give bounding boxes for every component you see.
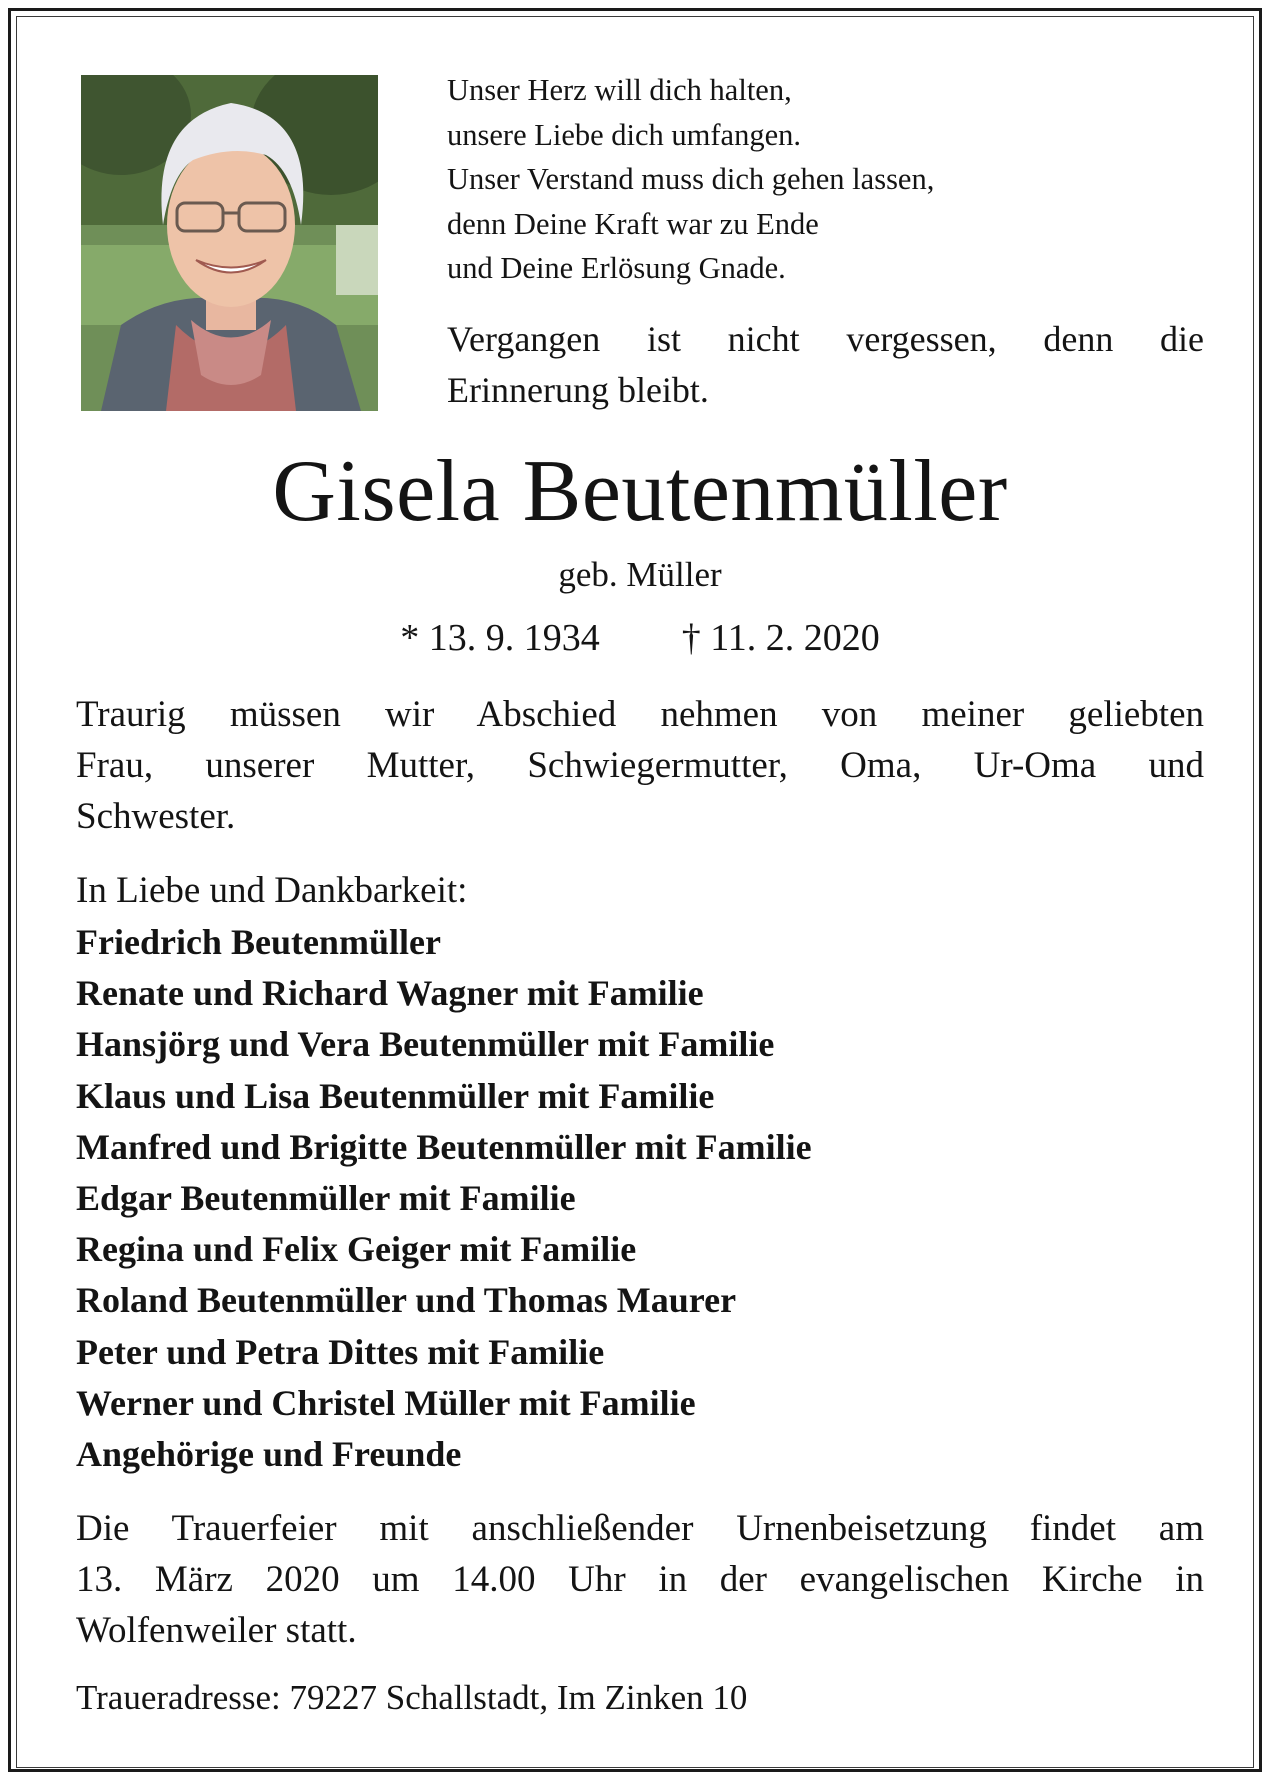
mourners-list [76,917,1204,1480]
mourner: Peter und Petra Dittes mit Familie [76,1331,605,1372]
intro-text [76,689,1204,842]
mourner: Regina und Felix Geiger mit Familie [76,1229,637,1270]
mourner: Roland Beutenmüller und Thomas Maurer [76,1280,737,1321]
intro-line: Frau, unserer Mutter, Schwiegermutter, Oma, Ur-Oma und [76,745,1204,786]
poem [447,68,1204,291]
mourner: Manfred und Brigitte Beutenmüller mit Familie [76,1126,812,1167]
portrait-photo [81,75,378,411]
poem-line: Unser Herz will dich halten, [447,73,792,107]
intro-line: Schwester. [76,796,236,837]
thanks-label: In Liebe und Dankbarkeit: [76,870,468,911]
birth-date: * 13. 9. 1934 [400,617,600,659]
poem-line: denn Deine Kraft war zu Ende [447,206,819,241]
memorial-quote [447,314,1204,416]
mourner: Klaus und Lisa Beutenmüller mit Familie [76,1075,715,1116]
ceremony-text [76,1503,1204,1656]
death-date: † 11. 2. 2020 [681,617,880,659]
poem-line: Unser Verstand muss dich gehen lassen, [447,162,935,196]
maiden-name: geb. Müller [558,555,722,594]
memorial-quote-line: Erinnerung bleibt. [447,370,709,410]
ceremony-line: Wolfenweiler statt. [76,1610,357,1651]
intro-line: Traurig müssen wir Abschied nehmen von meiner geliebten [76,694,1204,735]
mourner: Werner und Christel Müller mit Familie [76,1382,696,1423]
poem-line: und Deine Erlösung Gnade. [447,251,786,285]
portrait-image [81,75,378,411]
ceremony-line: Die Trauerfeier mit anschließender Urnenbeisetzung findet am [76,1508,1204,1549]
mourner: Renate und Richard Wagner mit Familie [76,973,704,1014]
mourner: Angehörige und Freunde [76,1434,462,1475]
mourning-address: Traueradresse: 79227 Schallstadt, Im Zinken 10 [76,1678,748,1717]
life-dates [76,613,1204,663]
mourner: Friedrich Beutenmüller [76,922,441,962]
deceased-name: Gisela Beutenmüller [272,443,1008,540]
obituary-notice [76,0,1204,1790]
mourner: Edgar Beutenmüller mit Familie [76,1178,576,1219]
poem-line: unsere Liebe dich umfangen. [447,117,801,152]
memorial-quote-line: Vergangen ist nicht vergessen, denn die [447,319,1204,359]
ceremony-line: 13. März 2020 um 14.00 Uhr in der evangelischen Kirche in [76,1559,1204,1600]
mourner: Hansjörg und Vera Beutenmüller mit Familie [76,1024,775,1065]
